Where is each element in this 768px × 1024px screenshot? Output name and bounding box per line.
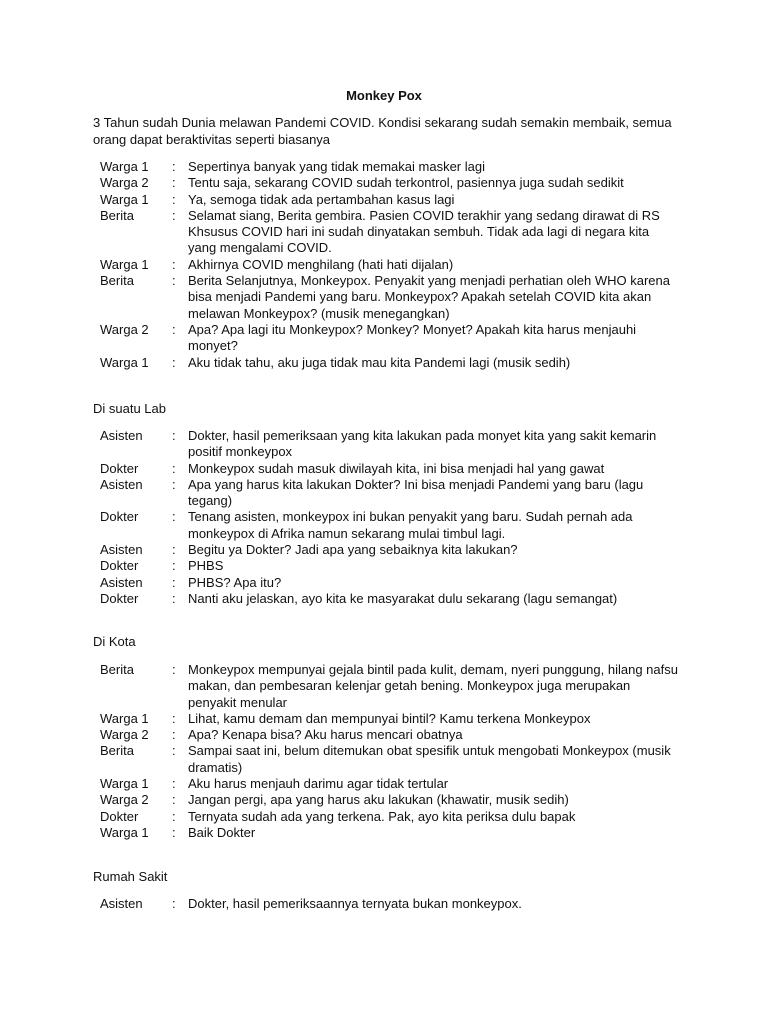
dialog-line	[100, 792, 680, 808]
dialog-text: Lihat, kamu demam dan mempunyai bintil? Kamu terkena Monkeypox	[188, 710, 591, 726]
dialog-line	[100, 575, 680, 591]
speaker-colon: :	[172, 207, 176, 223]
dialog-text: Aku harus menjauh darimu agar tidak tertular	[188, 776, 449, 792]
dialog-line	[100, 542, 680, 558]
dialog-text: Apa? Apa lagi itu Monkeypox? Monkey? Monyet? Apakah kita harus menjauhi monyet?	[188, 321, 637, 354]
dialog-text: Sampai saat ini, belum ditemukan obat spesifik untuk mengobati Monkeypox (musik dramatis)	[188, 743, 671, 775]
dialog-line	[100, 743, 680, 776]
speaker-colon: :	[172, 321, 176, 337]
scene-heading-hospital: Rumah Sakit	[93, 869, 168, 884]
speaker-name: Dokter	[100, 558, 139, 574]
dialog-text: Nanti aku jelaskan, ayo kita ke masyarakat dulu sekarang (lagu semangat)	[188, 590, 618, 606]
speaker-name: Asisten	[100, 574, 143, 590]
speaker-colon: :	[172, 590, 176, 606]
dialog-line	[100, 192, 680, 208]
speaker-name: Warga 1	[100, 776, 149, 792]
speaker-colon: :	[172, 175, 176, 191]
speaker-colon: :	[172, 662, 176, 677]
speaker-colon: :	[172, 476, 176, 492]
speaker-name: Warga 1	[100, 191, 149, 207]
speaker-colon: :	[172, 743, 176, 759]
dialog-text: Apa yang harus kita lakukan Dokter? Ini bisa menjadi Pandemi yang baru (lagu tegang)	[188, 476, 644, 509]
dialog-text: Tentu saja, sekarang COVID sudah terkontrol, pasiennya juga sudah sedikit	[188, 175, 624, 191]
dialog-text: PHBS	[188, 558, 224, 574]
dialog-line	[100, 727, 680, 743]
dialog-line	[100, 159, 680, 175]
speaker-name: Warga 2	[100, 792, 149, 808]
speaker-name: Asisten	[100, 476, 143, 492]
speaker-name: Warga 2	[100, 727, 149, 743]
speaker-colon: :	[172, 354, 176, 370]
dialog-line	[100, 776, 680, 792]
speaker-name: Warga 2	[100, 175, 149, 191]
scene-city-dialog	[100, 662, 680, 841]
speaker-colon: :	[172, 776, 176, 792]
dialog-line	[100, 711, 680, 727]
dialog-text: Ya, semoga tidak ada pertambahan kasus lagi	[188, 191, 455, 207]
intro-paragraph: 3 Tahun sudah Dunia melawan Pandemi COVID. Kondisi sekarang sudah semakin membaik, semua orang dapat beraktivitas seperti biasanya	[93, 115, 672, 147]
speaker-colon: :	[172, 256, 176, 272]
speaker-colon: :	[172, 273, 176, 289]
speaker-name: Warga 1	[100, 824, 149, 840]
speaker-colon: :	[172, 727, 176, 743]
speaker-colon: :	[172, 191, 176, 207]
dialog-text: Monkeypox sudah masuk diwilayah kita, ini bisa menjadi hal yang gawat	[188, 460, 605, 476]
dialog-text: PHBS? Apa itu?	[188, 574, 282, 590]
dialog-text: Dokter, hasil pemeriksaannya ternyata bukan monkeypox.	[188, 896, 522, 911]
dialog-line	[100, 257, 680, 273]
speaker-colon: :	[172, 509, 176, 525]
speaker-name: Dokter	[100, 808, 139, 824]
dialog-line	[100, 208, 680, 257]
speaker-name: Dokter	[100, 460, 139, 476]
dialog-line	[100, 273, 680, 322]
dialog-line	[100, 428, 680, 461]
dialog-text: Tenang asisten, monkeypox ini bukan penyakit yang baru. Sudah pernah ada monkeypox di Afrika namun sekarang mulai timbul lagi.	[188, 509, 633, 541]
speaker-colon: :	[172, 824, 176, 840]
speaker-colon: :	[172, 159, 176, 174]
scene-lab-dialog	[100, 428, 680, 607]
speaker-name: Asisten	[100, 428, 143, 443]
scene-opening-dialog	[100, 159, 680, 371]
dialog-line	[100, 509, 680, 542]
dialog-line	[100, 662, 680, 711]
scene-heading-lab: Di suatu Lab	[93, 401, 166, 416]
speaker-name: Berita	[100, 743, 134, 759]
speaker-name: Warga 2	[100, 321, 149, 337]
document-title: Monkey Pox	[346, 88, 422, 103]
dialog-line	[100, 558, 680, 574]
dialog-text: Baik Dokter	[188, 824, 256, 840]
scene-heading-city: Di Kota	[93, 634, 136, 649]
speaker-colon: :	[172, 558, 176, 574]
speaker-colon: :	[172, 428, 176, 443]
speaker-name: Berita	[100, 207, 134, 223]
speaker-colon: :	[172, 896, 176, 911]
speaker-name: Warga 1	[100, 256, 149, 272]
speaker-name: Asisten	[100, 542, 143, 558]
dialog-line	[100, 461, 680, 477]
dialog-line	[100, 896, 680, 912]
speaker-colon: :	[172, 574, 176, 590]
dialog-line	[100, 825, 680, 841]
speaker-colon: :	[172, 460, 176, 476]
dialog-line	[100, 477, 680, 510]
speaker-colon: :	[172, 808, 176, 824]
speaker-name: Warga 1	[100, 710, 149, 726]
dialog-text: Begitu ya Dokter? Jadi apa yang sebaiknya kita lakukan?	[188, 542, 518, 558]
speaker-name: Dokter	[100, 590, 139, 606]
speaker-name: Warga 1	[100, 159, 149, 174]
speaker-colon: :	[172, 792, 176, 808]
scene-hospital-dialog	[100, 896, 680, 912]
dialog-text: Selamat siang, Berita gembira. Pasien COVID terakhir yang sedang dirawat di RS Khsusus COVID hari ini sudah dinyatakan sembuh. Tidak ada lagi di negara kita yang mengalami COVID.	[188, 207, 660, 256]
speaker-name: Berita	[100, 273, 134, 289]
speaker-name: Asisten	[100, 896, 143, 911]
dialog-text: Sepertinya banyak yang tidak memakai masker lagi	[188, 159, 485, 174]
dialog-line	[100, 355, 680, 371]
dialog-text: Ternyata sudah ada yang terkena. Pak, ayo kita periksa dulu bapak	[188, 808, 576, 824]
dialog-text: Berita Selanjutnya, Monkeypox. Penyakit yang menjadi perhatian oleh WHO karena bisa menjadi Pandemi yang baru. Monkeypox? Apakah setelah COVID kita akan melawan Monkeypox? (musik menegangkan)	[188, 273, 670, 321]
dialog-line	[100, 175, 680, 191]
dialog-text: Akhirnya COVID menghilang (hati hati dijalan)	[188, 256, 454, 272]
speaker-colon: :	[172, 710, 176, 726]
speaker-name: Dokter	[100, 509, 139, 525]
dialog-text: Dokter, hasil pemeriksaan yang kita lakukan pada monyet kita yang sakit kemarin positif monkeypox	[188, 428, 657, 460]
dialog-text: Monkeypox mempunyai gejala bintil pada kulit, demam, nyeri punggung, hilang nafsu makan, dan pembesaran kelenjar getah bening. Monkeypox juga merupakan penyakit menular	[188, 662, 678, 710]
dialog-line	[100, 591, 680, 607]
speaker-name: Berita	[100, 662, 134, 677]
dialog-text: Aku tidak tahu, aku juga tidak mau kita Pandemi lagi (musik sedih)	[188, 354, 571, 370]
dialog-line	[100, 322, 680, 355]
dialog-line	[100, 809, 680, 825]
speaker-colon: :	[172, 542, 176, 558]
speaker-name: Warga 1	[100, 354, 149, 370]
dialog-text: Apa? Kenapa bisa? Aku harus mencari obatnya	[188, 727, 463, 743]
dialog-text: Jangan pergi, apa yang harus aku lakukan (khawatir, musik sedih)	[188, 792, 569, 808]
